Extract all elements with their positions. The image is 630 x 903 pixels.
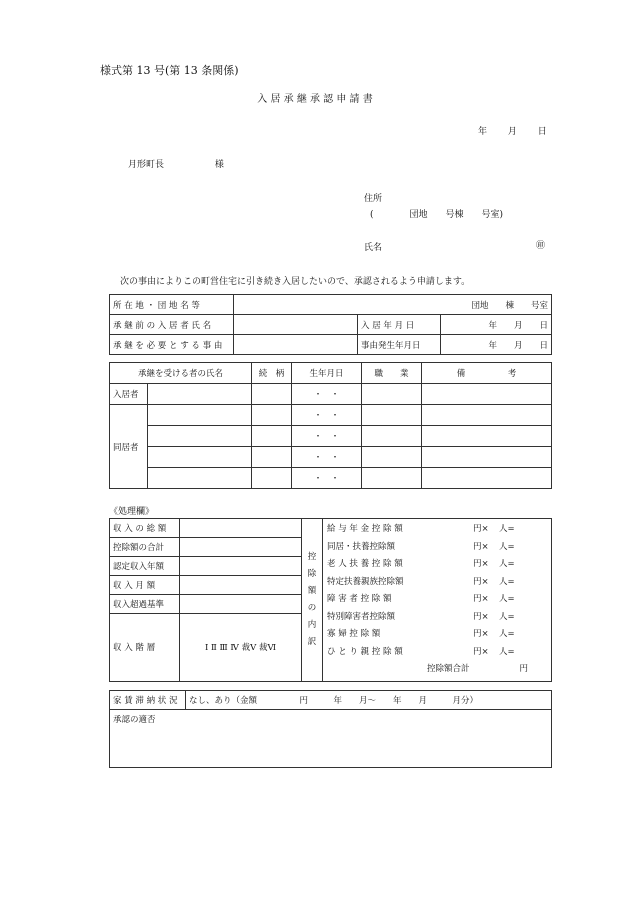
table-row	[110, 315, 552, 335]
event-date-label: 事由発生年月日	[358, 335, 441, 355]
income-total-field[interactable]	[180, 519, 302, 538]
name-cell[interactable]	[148, 426, 252, 447]
arrears-label: 家 賃 滞 納 状 況	[110, 691, 186, 710]
relationship-cell[interactable]	[252, 468, 292, 489]
occupation-cell[interactable]	[362, 447, 422, 468]
event-date-field[interactable]: 年 月 日	[441, 335, 552, 355]
birthdate-cell[interactable]: ・ ・	[292, 405, 362, 426]
intro-text: 次の事由によりこの町営住宅に引き続き入居したいので、承認されるよう申請します。	[120, 277, 471, 287]
excess-income-label: 収入超過基準	[110, 595, 180, 614]
remarks-cell[interactable]	[422, 405, 552, 426]
table-row	[110, 426, 552, 447]
monthly-income-field[interactable]	[180, 576, 302, 595]
location-label: 所 在 地 ・ 団 地 名 等	[110, 295, 234, 315]
table-row	[110, 295, 552, 315]
table-row	[110, 335, 552, 355]
addressee-name: 月形町長	[128, 160, 165, 170]
header-occupation: 職 業	[362, 363, 422, 384]
approval-field[interactable]	[110, 710, 552, 768]
deduction-line: 同居・扶養控除額 円× 人=	[327, 541, 515, 552]
certified-income-field[interactable]	[180, 557, 302, 576]
cohabitant-label: 同居者	[110, 405, 148, 489]
birthdate-cell[interactable]: ・ ・	[292, 468, 362, 489]
date-month-label: 月	[507, 127, 517, 137]
income-total-label: 収 入 の 総 額	[110, 519, 180, 538]
date-day-label: 日	[537, 127, 547, 137]
property-info-table	[109, 294, 552, 355]
successor-table	[109, 362, 552, 489]
table-row	[110, 519, 552, 538]
deduction-total-field[interactable]	[180, 538, 302, 557]
prev-tenant-label: 承 継 前 の 入 居 者 氏 名	[110, 315, 234, 335]
deduction-line: 特別障害者控除額 円× 人=	[327, 611, 515, 622]
address-label: 住所	[364, 194, 383, 204]
occupation-cell[interactable]	[362, 405, 422, 426]
table-row	[110, 691, 552, 710]
arrears-table	[109, 690, 552, 768]
move-in-label: 入 居 年 月 日	[358, 315, 441, 335]
deduction-line: 老 人 扶 養 控 除 額 円× 人=	[327, 559, 515, 569]
certified-income-label: 認定収入年額	[110, 557, 180, 576]
reason-field[interactable]	[234, 335, 358, 355]
remarks-cell[interactable]	[422, 384, 552, 405]
arrears-field[interactable]: なし、あり（金額 円 年 月～ 年 月 月分）	[186, 691, 552, 710]
addressee-honorific: 様	[214, 160, 224, 170]
move-in-date-field[interactable]: 年 月 日	[441, 315, 552, 335]
relationship-cell[interactable]	[252, 405, 292, 426]
remarks-cell[interactable]	[422, 447, 552, 468]
birthdate-cell[interactable]: ・ ・	[292, 384, 362, 405]
name-cell[interactable]	[148, 405, 252, 426]
name-cell[interactable]	[148, 468, 252, 489]
processing-table	[109, 518, 552, 682]
reason-label: 承 継 を 必 要 と す る 事 由	[110, 335, 234, 355]
excess-income-field[interactable]	[180, 595, 302, 614]
approval-label: 承認の適否	[113, 715, 156, 725]
deduction-total-line: 控除額合計 円	[427, 664, 529, 674]
occupation-cell[interactable]	[362, 468, 422, 489]
table-row	[110, 447, 552, 468]
table-row	[110, 710, 552, 768]
application-date	[478, 124, 565, 137]
header-successor-name: 承継を受ける者の氏名	[110, 363, 252, 384]
table-row	[110, 468, 552, 489]
table-row	[110, 384, 552, 405]
birthdate-cell[interactable]: ・ ・	[292, 447, 362, 468]
table-row	[110, 405, 552, 426]
page-title: 入 居 承 継 承 認 申 請 書	[257, 94, 373, 105]
header-remarks: 備 考	[422, 363, 552, 384]
header-birthdate: 生年月日	[292, 363, 362, 384]
deduction-breakdown-label: 控 除 額 の 内 訳	[302, 519, 323, 682]
header-relationship: 続 柄	[252, 363, 292, 384]
processing-section-label: 《処理欄》	[109, 507, 155, 517]
addressee	[128, 157, 224, 170]
relationship-cell[interactable]	[252, 447, 292, 468]
income-class-label: 収 入 階 層	[110, 614, 180, 682]
address-building-field[interactable]: ( 団地 号棟 号室)	[370, 210, 504, 220]
deduction-line: 特定扶養親族控除額 円× 人=	[327, 576, 515, 587]
occupation-cell[interactable]	[362, 426, 422, 447]
name-cell[interactable]	[148, 447, 252, 468]
deduction-breakdown	[323, 519, 552, 682]
birthdate-cell[interactable]: ・ ・	[292, 426, 362, 447]
occupation-cell[interactable]	[362, 384, 422, 405]
prev-tenant-field[interactable]	[234, 315, 358, 335]
location-field[interactable]: 団地 棟 号室	[234, 295, 552, 315]
form-number: 様式第 13 号(第 13 条関係)	[100, 64, 239, 77]
income-class-options[interactable]: Ⅰ Ⅱ Ⅲ Ⅳ 裁Ⅴ 裁Ⅵ	[180, 614, 302, 682]
remarks-cell[interactable]	[422, 468, 552, 489]
deduction-line: ひ と り 親 控 除 額 円× 人=	[327, 646, 515, 657]
deduction-line: 給 与 年 金 控 除 額 円× 人=	[327, 524, 515, 534]
date-year-label: 年	[478, 127, 488, 137]
name-cell[interactable]	[148, 384, 252, 405]
relationship-cell[interactable]	[252, 426, 292, 447]
tenant-label: 入居者	[110, 384, 148, 405]
seal-mark: ㊞	[536, 241, 546, 251]
deduction-line: 障 害 者 控 除 額 円× 人=	[327, 594, 515, 604]
monthly-income-label: 収 入 月 額	[110, 576, 180, 595]
relationship-cell[interactable]	[252, 384, 292, 405]
deduction-total-label: 控除額の合計	[110, 538, 180, 557]
remarks-cell[interactable]	[422, 426, 552, 447]
deduction-line: 寡 婦 控 除 額 円× 人=	[327, 629, 515, 639]
table-header-row	[110, 363, 552, 384]
name-label: 氏名	[364, 243, 383, 253]
